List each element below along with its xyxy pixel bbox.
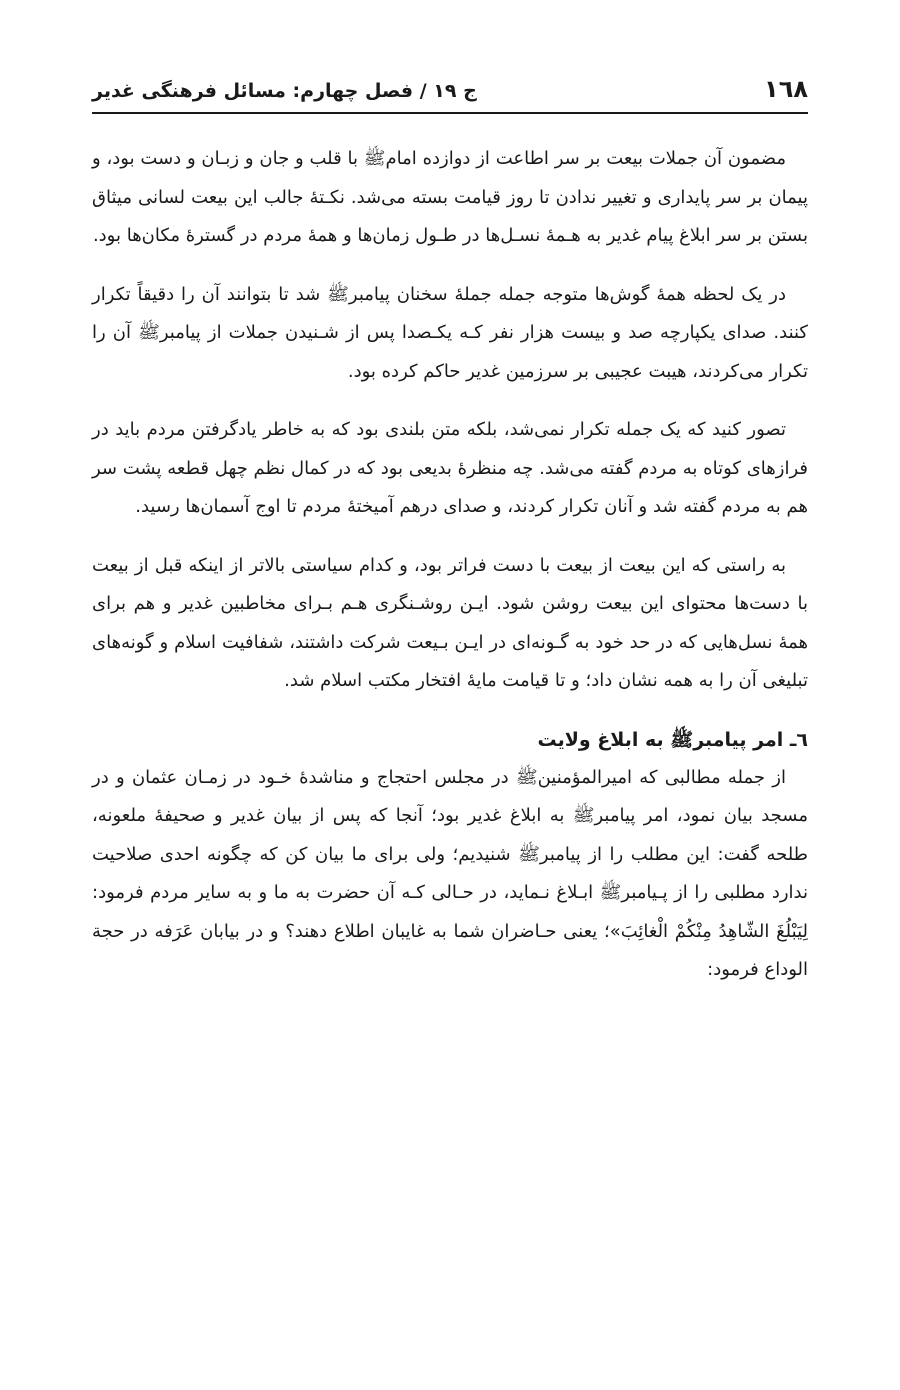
body-paragraph: به راستی که این بیعت از بیعت با دست فراتر بود، و کدام سیاستی بالاتر از اینکه قبل از بیعت با دست‌ها محتوای این بیعت روشن شود. ایـن روشـنگری هـم بـرای مخاطبین غدیر و هم برای همهٔ نسل‌هایی که در حد خود به گـونه‌ای در ایـن بـیعت شرکت داشتند، شفافیت اسلام و گونه‌های تبلیغی آن را به همه نشان داد؛ و تا قیامت مایهٔ افتخار مکتب اسلام شد. [92,554,808,691]
page-body [92,140,808,1010]
page-header [92,68,808,114]
body-paragraph: در یک لحظه همهٔ گوش‌ها متوجه جمله جملهٔ سخنان پیامبرﷺ شد تا بتوانند آن را دقیقاً تکرار کنند. صدای یکپارچه صد و بیست هزار نفر کـه یکـصدا پس از شـنیدن جملات از پیامبرﷺ آن را تکرار می‌کردند، هیبت عجیبی بر سرزمین غدیر حاکم کرده بود. [92,283,808,382]
section-paragraph: از جمله مطالبی که امیرالمؤمنینﷺ در مجلس احتجاج و مناشدهٔ خـود در زمـان عثمان و در مسجد بیان نمود، امر پیامبرﷺ به ابلاغ غدیر بود؛ آنجا که پس از بیان غدیر و صحیفهٔ ملعونه، طلحه گفت: این مطلب را از پیامبرﷺ شنیدیم؛ ولی برای ما بیان کن که چگونه احدی صلاحیت ندارد مطلبی را از پـیامبرﷺ ابـلاغ نـماید، در حـالی کـه آن حضرت به ما و به سایر مردم فرمود: لِيَبْلُغَ الشّاهِدُ مِنْكُمْ الْغائِبَ»؛ یعنی حـاضران شما به غایبان اطلاع دهند؟ و در بیابان عَرَفه در حجة الوداع فرمود: [92,766,808,980]
body-paragraph: تصور کنید که یک جمله تکرار نمی‌شد، بلکه متن بلندی بود که به خاطر یادگرفتن مردم باید در فرازهای کوتاه به مردم گفته می‌شد. چه منظرهٔ بدیعی بود که در کمال نظم چهل قطعه پشت سر هم به مردم گفته شد و آنان تکرار کردند، و صدای درهم آمیختهٔ مردم تا اوج آسمان‌ها رسید. [92,419,808,517]
document-page [92,0,808,1390]
running-head: ج ١٩ / فصل چهارم: مسائل فرهنگی غدیر [92,80,477,102]
body-paragraph: مضمون آن جملات بیعت بر سر اطاعت از دوازده امامﷺ با قلب و جان و زبـان و دست بود، و پیمان بر سر پایداری و تغییر ندادن تا روز قیامت بسته می‌شد. نکـتهٔ جالب این بیعت لسانی میثاق بستن بر سر ابلاغ پیام غدیر به هـمهٔ نسـل‌ها در طـول زمان‌ها و همهٔ مردم در گسترهٔ مکان‌ها بود. [92,148,808,246]
page-number: ١٦٨ [764,75,808,103]
section-heading: ٦ـ امر پیامبرﷺ به ابلاغ ولایت [537,728,808,751]
